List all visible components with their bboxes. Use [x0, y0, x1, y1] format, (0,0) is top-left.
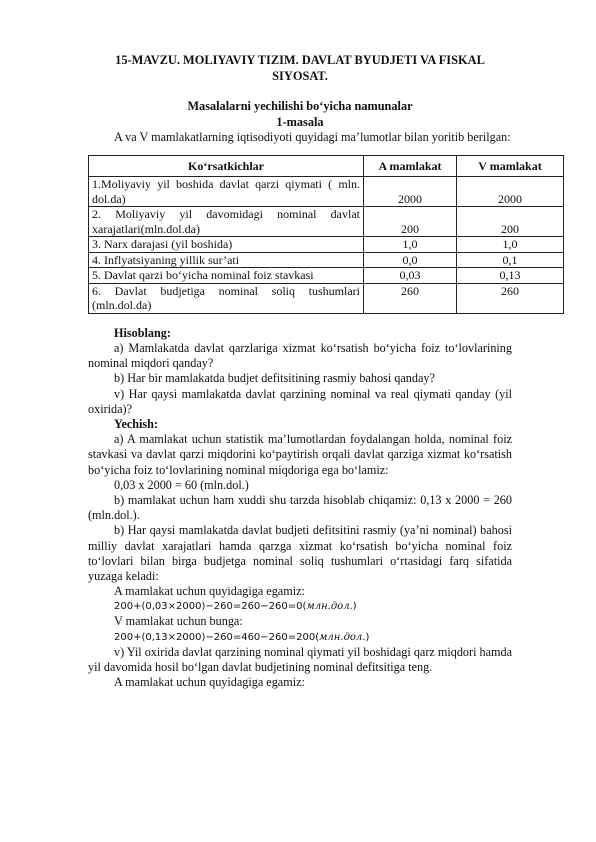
table-header-a: A mamlakat — [364, 156, 457, 177]
table-cell-a: 200 — [364, 207, 457, 237]
table-row — [89, 177, 564, 207]
table-row — [89, 283, 564, 313]
document-title: 15-MAVZU. MOLIYAVIY TIZIM. DAVLAT BYUDJETI VA FISKAL SIYOSAT. — [115, 53, 485, 83]
question-b: b) Har bir mamlakatda budjet defitsitining rasmiy bahosi qanday? — [114, 371, 435, 386]
table-cell-label: 4. Inflyatsiyaning yillik sur’ati — [89, 252, 364, 268]
table-row — [89, 252, 564, 268]
table-cell-v: 0,13 — [457, 268, 564, 284]
formula-v-end: ) — [365, 631, 370, 643]
table-cell-v: 0,1 — [457, 252, 564, 268]
section-title: Masalalarni yechilishi bo‘yicha namunalar — [187, 99, 413, 113]
formula-a — [88, 599, 512, 614]
solution-b: b) Har qaysi mamlakatda davlat budjeti defitsitini rasmiy (ya’ni nominal) bahosi milliy davlat xarajatlari hamda qarzga xizmat ko‘rsatish bo‘yicha nominal foiz to‘lovlari bilan birga budjetga nominal soliq tushumlari o‘rtasidagi farq sifatida yuzaga keladi: — [88, 523, 512, 583]
table-cell-a: 1,0 — [364, 237, 457, 253]
formula-a-main: 200+(0,03×2000)−260=260−260=0( — [114, 601, 307, 613]
table-cell-a: 0,03 — [364, 268, 457, 284]
solution-a2: b) mamlakat uchun ham xuddi shu tarzda hisoblab chiqamiz: 0,13 x 2000 = 260 (mln.dol.). — [88, 492, 512, 523]
table-cell-label: 1.Moliyaviy yil boshida davlat qarzi qiymati ( mln. dol.da) — [89, 177, 364, 207]
table-cell-a: 2000 — [364, 177, 457, 207]
solution-v: v) Yil oxirida davlat qarzining nominal qiymati yil boshidagi qarz miqdori hamda yil davomida hosil bo‘lgan davlat budjetining nominal defitsitiga teng. — [88, 644, 512, 674]
table-cell-v: 1,0 — [457, 237, 564, 253]
table-header-indicators: Ko‘rsatkichlar — [89, 156, 364, 177]
table-cell-label: 5. Davlat qarzi bo‘yicha nominal foiz stavkasi — [89, 268, 364, 284]
solution-a: a) A mamlakat uchun statistik ma’lumotlardan foydalangan holda, nominal foiz stavkasi va davlat qarzi miqdorini ko‘paytirish orqali davlat qarziga xizmat ko‘rsatish bo‘yicha foiz to‘lovlarining nominal miqdoriga ega bo‘lamiz: — [88, 432, 512, 477]
table-row — [89, 237, 564, 253]
table-cell-a: 260 — [364, 283, 457, 313]
formula-v — [88, 630, 512, 645]
table-cell-a: 0,0 — [364, 252, 457, 268]
v-country-line: V mamlakat uchun bunga: — [114, 614, 243, 629]
question-v: v) Har qaysi mamlakatda davlat qarzining nominal va real qiymati qanday (yil oxirida)? — [88, 386, 512, 416]
data-table — [88, 155, 564, 314]
intro-paragraph: A va V mamlakatlarning iqtisodiyoti quyidagi ma’lumotlar bilan yoritib berilgan: — [114, 130, 511, 144]
table-cell-label: 3. Narx darajasi (yil boshida) — [89, 237, 364, 253]
table-header-v: V mamlakat — [457, 156, 564, 177]
table-cell-v: 260 — [457, 283, 564, 313]
calc-a: 0,03 x 2000 = 60 (mln.dol.) — [114, 477, 249, 492]
formula-a-unit: млн.дол. — [306, 601, 353, 613]
table-cell-label: 2. Moliyaviy yil davomidagi nominal davlat xarajatlari(mln.dol.da) — [89, 207, 364, 237]
document-page — [88, 52, 542, 690]
solution-heading: Yechish: — [114, 416, 159, 431]
table-cell-v: 200 — [457, 207, 564, 237]
question-a: a) Mamlakatda davlat qarzlariga xizmat ko‘rsatish bo‘yicha foiz to‘lovlarining nominal miqdori qanday? — [88, 340, 512, 371]
a-country-line: A mamlakat uchun quyidagiga egamiz: — [114, 584, 305, 599]
table-row — [89, 268, 564, 284]
calc-heading: Hisoblang: — [114, 325, 171, 340]
table-cell-v: 2000 — [457, 177, 564, 207]
formula-a-end: ) — [352, 601, 357, 613]
table-header-row — [89, 156, 564, 177]
formula-v-unit: млн.дол. — [319, 631, 366, 643]
problem-title: 1-masala — [276, 115, 324, 129]
table-row — [89, 207, 564, 237]
a-country-line-2: A mamlakat uchun quyidagiga egamiz: — [114, 674, 305, 689]
table-cell-label: 6. Davlat budjetiga nominal soliq tushumlari (mln.dol.da) — [89, 283, 364, 313]
formula-v-main: 200+(0,13×2000)−260=460−260=200( — [114, 631, 320, 643]
